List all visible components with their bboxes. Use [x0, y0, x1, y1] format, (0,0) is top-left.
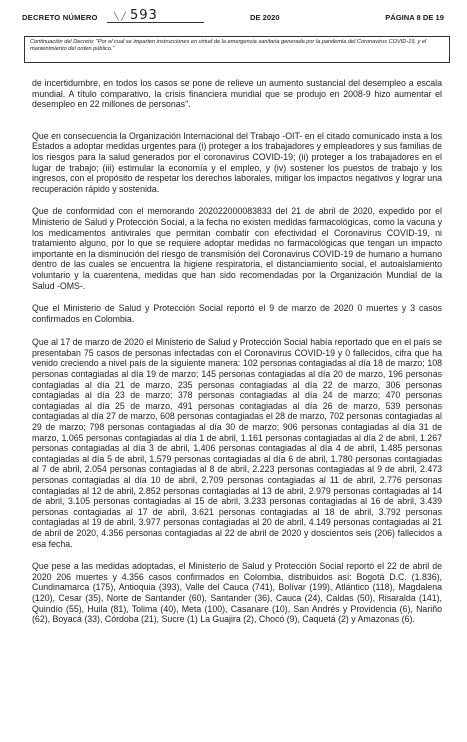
page-header — [22, 9, 452, 27]
continuation-box — [24, 36, 450, 63]
paragraph-march-9: Que el Ministerio de Salud y Protección Social reportó el 9 de marzo de 2020 0 muertes y 3 casos confirmados en Colombia. — [32, 303, 442, 324]
paragraph-unemployment: de incertidumbre, en todos los casos se pone de relieve un aumento sustancial del desempleo a escala mundial. A título comparativo, la crisis financiera mundial que se produjo en 2008-9 hizo aumentar el desempleo en 22 millones de personas". — [32, 78, 442, 110]
decree-label: DECRETO NÚMERO — [22, 13, 98, 22]
paragraph-oit: Que en consecuencia la Organización Internacional del Trabajo -OIT- en el citado comunicado insta a los Estados a adoptar medidas urgentes para (i) proteger a los trabajadores y empleadores y sus familias de los riesgos para la salud generados por el coronavirus COVID-19; (ii) proteger a los trabajadores en el lugar de trabajo; (iii) estimular la economía y el empleo, y (iv) sostener los puestos de trabajo y los ingresos, con el propósito de respetar los derechos laborales, mitigar los impactos negativos y lograr una recuperación rápido y sostenida. — [32, 130, 442, 194]
paragraph-memorandum: Que de conformidad con el memorando 202022000083833 del 21 de abril de 2020, expedido por el Ministerio de Salud y Protección Social, a la fecha no existen medidas farmacológicas, como la vacuna y los medicamentos antivirales que permitan combatir con efectividad el Coronavirus COVID-19, ni tratamiento alguno, por lo que se requiere adoptar medidas no farmacológicas que tengan un impacto importante en la disminución del riesgo de transmisión del Coronavirus COVID-19 de humano a humano dentro de las cuales se encuentra la higiene respiratoria, el distanciamiento social, el autoaislamiento voluntario y la cuarentena, medidas que han sido recomendadas por la Organización Mundial de la Salud -OMS-. — [32, 206, 442, 291]
decree-year: DE 2020 — [250, 13, 280, 22]
document-body — [32, 78, 442, 625]
decree-number: 593 — [130, 8, 158, 23]
decree-number-underline — [107, 22, 204, 23]
page-number: PÁGINA 8 DE 19 — [385, 13, 444, 22]
handwritten-mark: ╲ ╱ — [114, 12, 126, 21]
continuation-text: Continuación del Decreto: "Por el cual se imparten instrucciones en virtud de la emergencia sanitaria generada por la pandemia del Coronavirus COVID-19, y el mantenimiento del orden público." — [30, 39, 427, 53]
paragraph-case-distribution: Que pese a las medidas adoptadas, el Ministerio de Salud y Protección Social reportó el 22 de abril de 2020 206 muertes y 4.356 casos confirmados en Colombia, distribuidos así: Bogotá D.C. (1.836), Cundinamarca (175), Antioquia (393), Valle del Cauca (741), Bolívar (199), Atlántico (118), Magdalena (120), Cesar (35), Norte de Santander (60), Santander (36), Cauca (24), Caldas (50), Risaralda (141), Quindío (55), Huila (81), Tolima (40), Meta (100), Casanare (10), San Andrés y Providencia (6), Nariño (62), Boyacá (33), Córdoba (21), Sucre (1) La Guajira (2), Chocó (9), Caquetá (2) y Amazonas (6). — [32, 561, 442, 625]
paragraph-case-growth: Que al 17 de marzo de 2020 el Ministerio de Salud y Protección Social había reportado que en el país se presentaban 75 casos de personas infectadas con el Coronavirus COVID-19 y 0 fallecidos, cifra que ha venido creciendo a nivel país de la siguiente manera: 102 personas contagiadas al día 18 de marzo; 108 personas contagiadas al día 19 de marzo; 145 personas contagiadas al día 20 de marzo, 196 personas contagiadas al día 21 de marzo, 235 personas contagiadas al día 22 de marzo, 306 personas contagiadas al día 23 de marzo; 378 personas contagiadas al día 24 de marzo; 470 personas contagiadas al día 25 de marzo, 491 personas contagiadas al día 26 de marzo, 539 personas contagiadas al día 27 de marzo, 608 personas contagiadas el 28 de marzo, 702 personas contagiadas al 29 de marzo; 798 personas contagiadas al día 30 de marzo; 906 personas contagiadas al día 31 de marzo, 1.065 personas contagiadas al día 1 de abril, 1.161 personas contagiadas al día 2 de abril, 1.267 personas contagiadas al día 3 de abril, 1.406 personas contagiadas al día 4 de abril, 1.485 personas contagiadas al día 5 de abril, 1.579 personas contagiadas al día 6 de abril, 1.780 personas contagiadas al 7 de abril, 2.054 personas contagiadas al 8 de abril, 2.223 personas contagiadas al 9 de abril, 2.473 personas contagiadas al día 10 de abril, 2.709 personas contagiadas al 11 de abril, 2.776 personas contagiadas al 12 de abril, 2.852 personas contagiadas al 13 de abril, 2.979 personas contagiadas al 14 de abril, 3.105 personas contagiadas al 15 de abril, 3.233 personas contagiadas al 16 de abril, 3.439 personas contagiadas al 17 de abril, 3.621 personas contagiadas al 18 de abril, 3.792 personas contagiadas al 19 de abril, 3.977 personas contagiadas al 20 de abril, 4.149 personas contagiadas al 21 de abril de 2020, 4.356 personas contagiadas al 22 de abril de 2020 y doscientos seis (206) fallecidos a esa fecha. — [32, 337, 442, 549]
